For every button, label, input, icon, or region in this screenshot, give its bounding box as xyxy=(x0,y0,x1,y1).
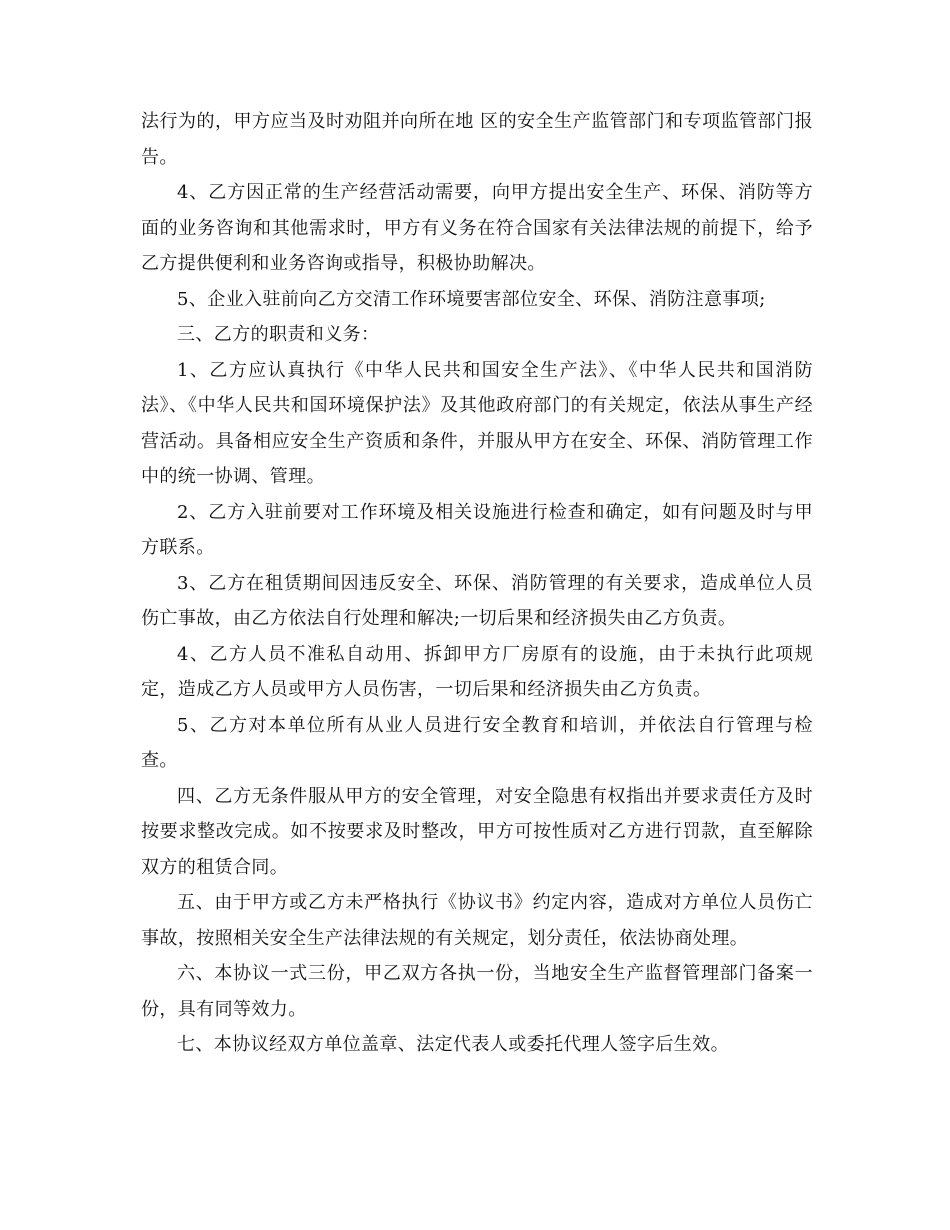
paragraph: 1、乙方应认真执行《中华人民共和国安全生产法》、《中华人民共和国消防法》、《中华人民共和国环境保护法》及其他政府部门的有关规定，依法从事生产经营活动。具备相应安全生产资质和条件，并服从甲方在安全、环保、消防管理工作中的统一协调、管理。 xyxy=(141,359,813,487)
paragraph: 5、乙方对本单位所有从业人员进行安全教育和培训，并依法自行管理与检查。 xyxy=(141,714,813,771)
paragraph: 4、乙方人员不准私自动用、拆卸甲方厂房原有的设施，由于未执行此项规定，造成乙方人员或甲方人员伤害，一切后果和经济损失由乙方负责。 xyxy=(141,643,813,700)
document-body xyxy=(141,104,813,1063)
section-heading: 三、乙方的职责和义务： xyxy=(177,324,380,345)
paragraph: 2、乙方入驻前要对工作环境及相关设施进行检查和确定，如有问题及时与甲方联系。 xyxy=(141,501,813,558)
paragraph: 五、由于甲方或乙方未严格执行《协议书》约定内容，造成对方单位人员伤亡事故，按照相关安全生产法律法规的有关规定，划分责任，依法协商处理。 xyxy=(141,892,813,949)
paragraph: 四、乙方无条件服从甲方的安全管理，对安全隐患有权指出并要求责任方及时按要求整改完成。如不按要求及时整改，甲方可按性质对乙方进行罚款，直至解除双方的租赁合同。 xyxy=(141,785,813,878)
paragraph: 法行为的，甲方应当及时劝阻并向所在地 区的安全生产监管部门和专项监管部门报告。 xyxy=(141,111,813,168)
paragraph: 六、本协议一式三份，甲乙双方各执一份，当地安全生产监督管理部门备案一份，具有同等效力。 xyxy=(141,963,813,1020)
paragraph: 3、乙方在租赁期间因违反安全、环保、消防管理的有关要求，造成单位人员伤亡事故，由乙方依法自行处理和解决;一切后果和经济损失由乙方负责。 xyxy=(141,572,813,629)
paragraph: 七、本协议经双方单位盖章、法定代表人或委托代理人签字后生效。 xyxy=(177,1034,729,1055)
paragraph: 4、乙方因正常的生产经营活动需要，向甲方提出安全生产、环保、消防等方面的业务咨询和其他需求时，甲方有义务在符合国家有关法律法规的前提下，给予乙方提供便利和业务咨询或指导，积极协助解决。 xyxy=(141,182,813,274)
paragraph: 5、企业入驻前向乙方交清工作环境要害部位安全、环保、消防注意事项; xyxy=(177,288,766,310)
